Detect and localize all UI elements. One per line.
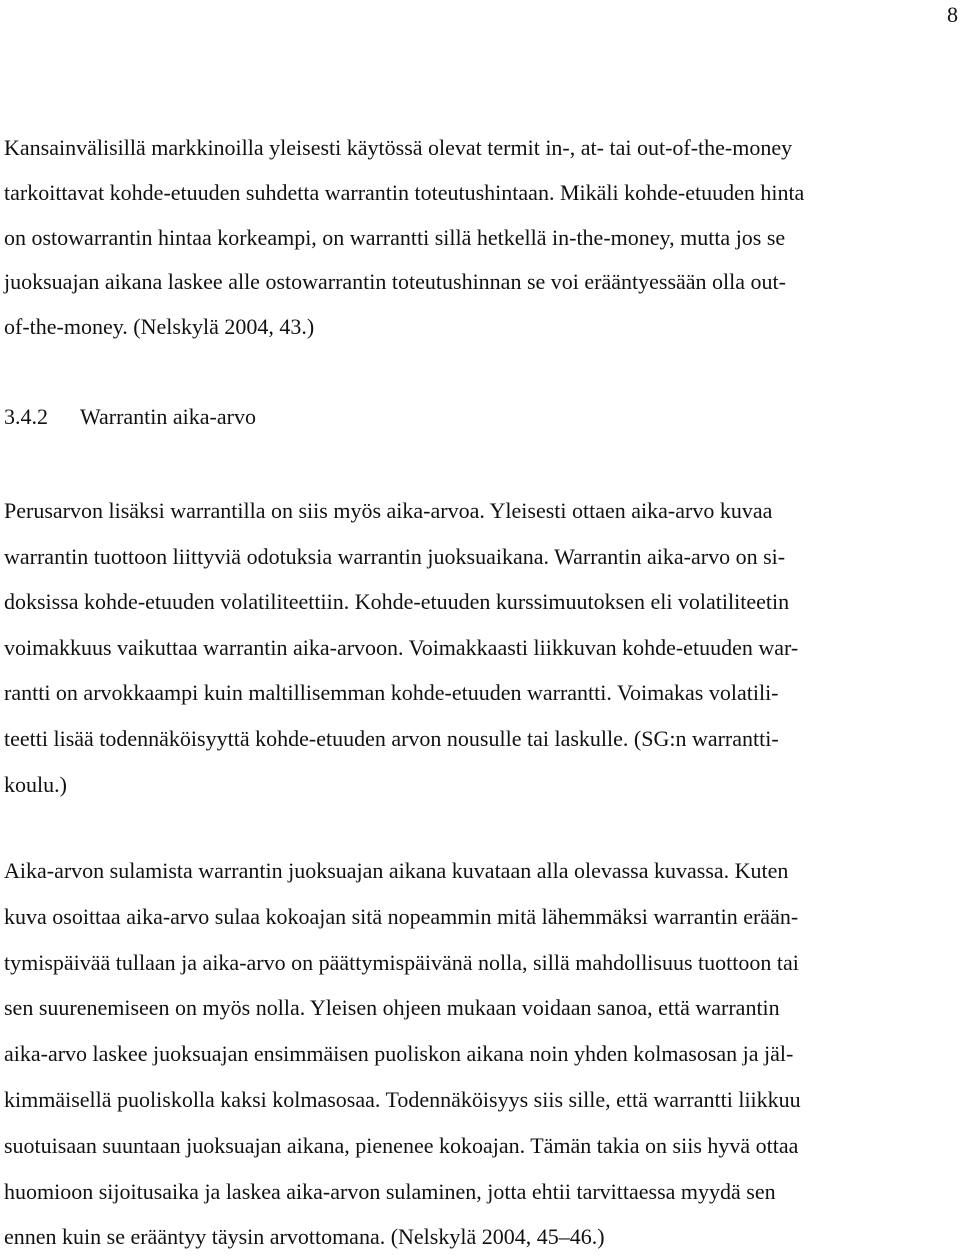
text-line: rantti on arvokkaampi kuin maltillisemman kohde-etuuden warrantti. Voimakas volatili- <box>4 680 779 706</box>
text-line: juoksuajan aikana laskee alle ostowarrantin toteutushinnan se voi erääntyessään olla out- <box>4 269 786 295</box>
text-line: voimakkuus vaikuttaa warrantin aika-arvoon. Voimakkaasti liikkuvan kohde-etuuden war- <box>4 634 799 660</box>
text-line: Aika-arvon sulamista warrantin juoksuajan aikana kuvataan alla olevassa kuvassa. Kuten <box>4 858 789 883</box>
text-line: doksissa kohde-etuuden volatiliteettiin. Kohde-etuuden kurssimuutoksen eli volatiliteetin <box>4 589 790 615</box>
text-line: sen suurenemiseen on myös nolla. Yleisen ohjeen mukaan voidaan sanoa, että warrantin <box>4 995 780 1021</box>
text-line: tymispäivää tullaan ja aika-arvo on päättymispäivänä nolla, sillä mahdollisuus tuottoon tai <box>4 949 799 975</box>
text-line: on ostowarrantin hintaa korkeampi, on warrantti sillä hetkellä in-the-money, mutta jos se <box>4 224 786 250</box>
text-line: kuva osoittaa aika-arvo sulaa kokoajan sitä nopeammin mitä lähemmäksi warrantin erään- <box>4 903 799 929</box>
text-line: huomioon sijoitusaika ja laskea aika-arvon sulaminen, jotta ehtii tarvittaessa myydä sen <box>4 1178 776 1204</box>
text-line: suotuisaan suuntaan juoksuajan aikana, pienenee kokoajan. Tämän takia on siis hyvä ottaa <box>4 1132 799 1158</box>
text-line: kimmäisellä puoliskolla kaksi kolmasosaa. Todennäköisyys siis sille, että warrantti liikkuu <box>4 1086 801 1112</box>
paragraph-time-decay <box>4 848 954 1260</box>
text-line: warrantin tuottoon liittyviä odotuksia warrantin juoksuaikana. Warrantin aika-arvo on si- <box>4 543 786 569</box>
page-number: 8 <box>947 2 958 27</box>
text-line: tarkoittavat kohde-etuuden suhdetta warrantin toteutushintaan. Mikäli kohde-etuuden hinta <box>4 179 805 205</box>
text-line: Perusarvon lisäksi warrantilla on siis myös aika-arvoa. Yleisesti ottaen aika-arvo kuvaa <box>4 498 773 523</box>
section-heading <box>4 395 954 439</box>
paragraph-time-value <box>4 488 954 807</box>
text-line: teetti lisää todennäköisyyttä kohde-etuuden arvon nousulle tai laskulle. (SG:n warrantti- <box>4 725 779 751</box>
text-line: koulu.) <box>4 771 67 797</box>
section-title: Warrantin aika-arvo <box>80 404 256 429</box>
section-number: 3.4.2 <box>4 404 48 429</box>
text-line: of-the-money. (Nelskylä 2004, 43.) <box>4 314 315 340</box>
text-line: ennen kuin se erääntyy täysin arvottomana. (Nelskylä 2004, 45–46.) <box>4 1224 605 1250</box>
text-line: aika-arvo laskee juoksuajan ensimmäisen puoliskon aikana noin yhden kolmasosan ja jäl- <box>4 1041 794 1067</box>
paragraph-terms <box>4 126 954 350</box>
text-line: Kansainvälisillä markkinoilla yleisesti käytössä olevat termit in-, at- tai out-of-the-money <box>4 135 793 160</box>
